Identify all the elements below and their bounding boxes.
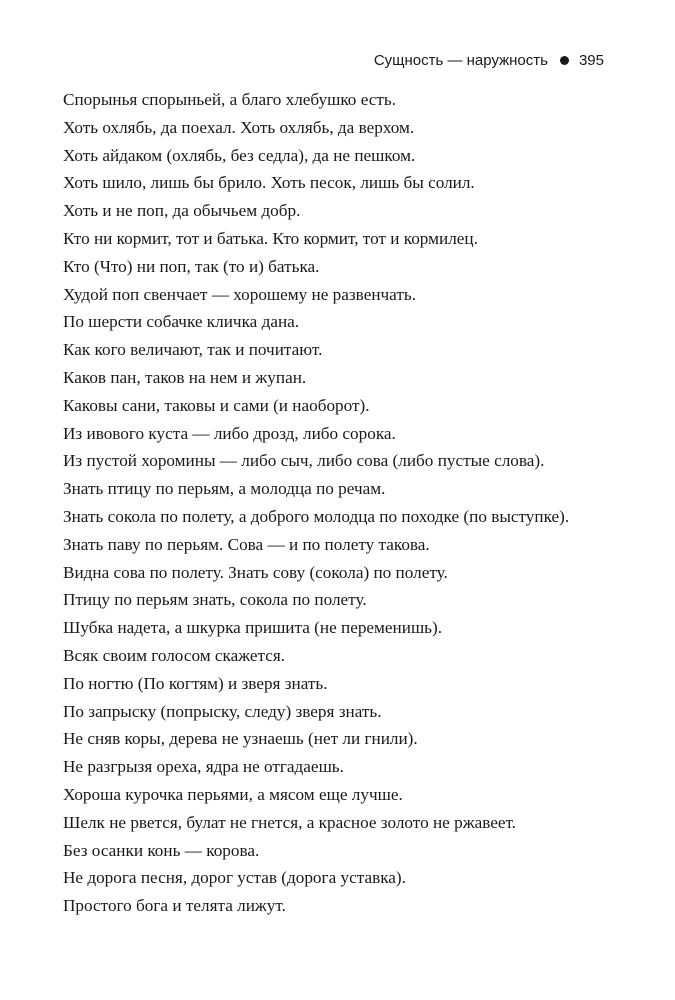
bullet-separator-icon: [560, 56, 569, 65]
proverb-list: [63, 86, 623, 920]
proverb-line: Знать птицу по перьям, а молодца по речам.: [63, 479, 386, 499]
proverb-line: Каковы сани, таковы и сами (и наоборот).: [63, 395, 370, 415]
proverb-line: Видна сова по полету. Знать сову (сокола) по полету.: [63, 562, 448, 582]
proverb-line: По шерсти собачке кличка дана.: [63, 312, 300, 332]
proverb-line: Худой поп свенчает — хорошему не развенчать.: [63, 284, 416, 304]
proverb-line: Шелк не рвется, булат не гнется, а красное золото не ржавеет.: [63, 812, 516, 832]
page-number: 395: [578, 52, 604, 69]
proverb-line: Кто (Что) ни поп, так (то и) батька.: [63, 256, 320, 276]
proverb-line: Кто ни кормит, тот и батька. Кто кормит, тот и кормилец.: [63, 228, 478, 248]
proverb-line: По ногтю (По когтям) и зверя знать.: [63, 673, 328, 693]
proverb-line: Не разгрызя ореха, ядра не отгадаешь.: [63, 757, 344, 777]
proverb-line: Как кого величают, так и почитают.: [63, 340, 323, 360]
proverb-line: Хороша курочка перьями, а мясом еще лучше.: [63, 784, 403, 804]
proverb-line: Хоть и не поп, да обычьем добр.: [63, 201, 301, 221]
proverb-line: Хоть айдаком (охлябь, без седла), да не пешком.: [63, 145, 416, 165]
proverb-line: Из пустой хоромины — либо сыч, либо сова (либо пустые слова).: [63, 451, 545, 471]
proverb-line: Всяк своим голосом скажется.: [63, 645, 286, 665]
proverb-line: Хоть шило, лишь бы брило. Хоть песок, лишь бы солил.: [63, 173, 475, 193]
proverb-line: По запрыску (попрыску, следу) зверя знать.: [63, 701, 382, 721]
proverb-line: Без осанки конь — корова.: [63, 840, 260, 860]
proverb-line: Не дорога песня, дорог устав (дорога уставка).: [63, 868, 406, 888]
proverb-line: Спорынья спорыньей, а благо хлебушко есть.: [63, 90, 397, 109]
proverb-line: Каков пан, таков на нем и жупан.: [63, 367, 307, 387]
proverb-line: Знать паву по перьям. Сова — и по полету такова.: [63, 534, 430, 554]
proverb-line: Знать сокола по полету, а доброго молодца по походке (по выступке).: [63, 506, 570, 526]
proverb-line: Из ивового куста — либо дрозд, либо сорока.: [63, 423, 396, 443]
proverb-line: Не сняв коры, дерева не узнаешь (нет ли гнили).: [63, 729, 418, 749]
proverb-line: Шубка надета, а шкурка пришита (не переменишь).: [63, 618, 443, 638]
proverb-line: Хоть охлябь, да поехал. Хоть охлябь, да верхом.: [63, 117, 415, 137]
running-header: [374, 52, 604, 69]
proverb-line: Простого бога и телята лижут.: [63, 896, 286, 916]
proverb-line: Птицу по перьям знать, сокола по полету.: [63, 590, 367, 610]
running-title: Сущность — наружность: [373, 52, 548, 69]
